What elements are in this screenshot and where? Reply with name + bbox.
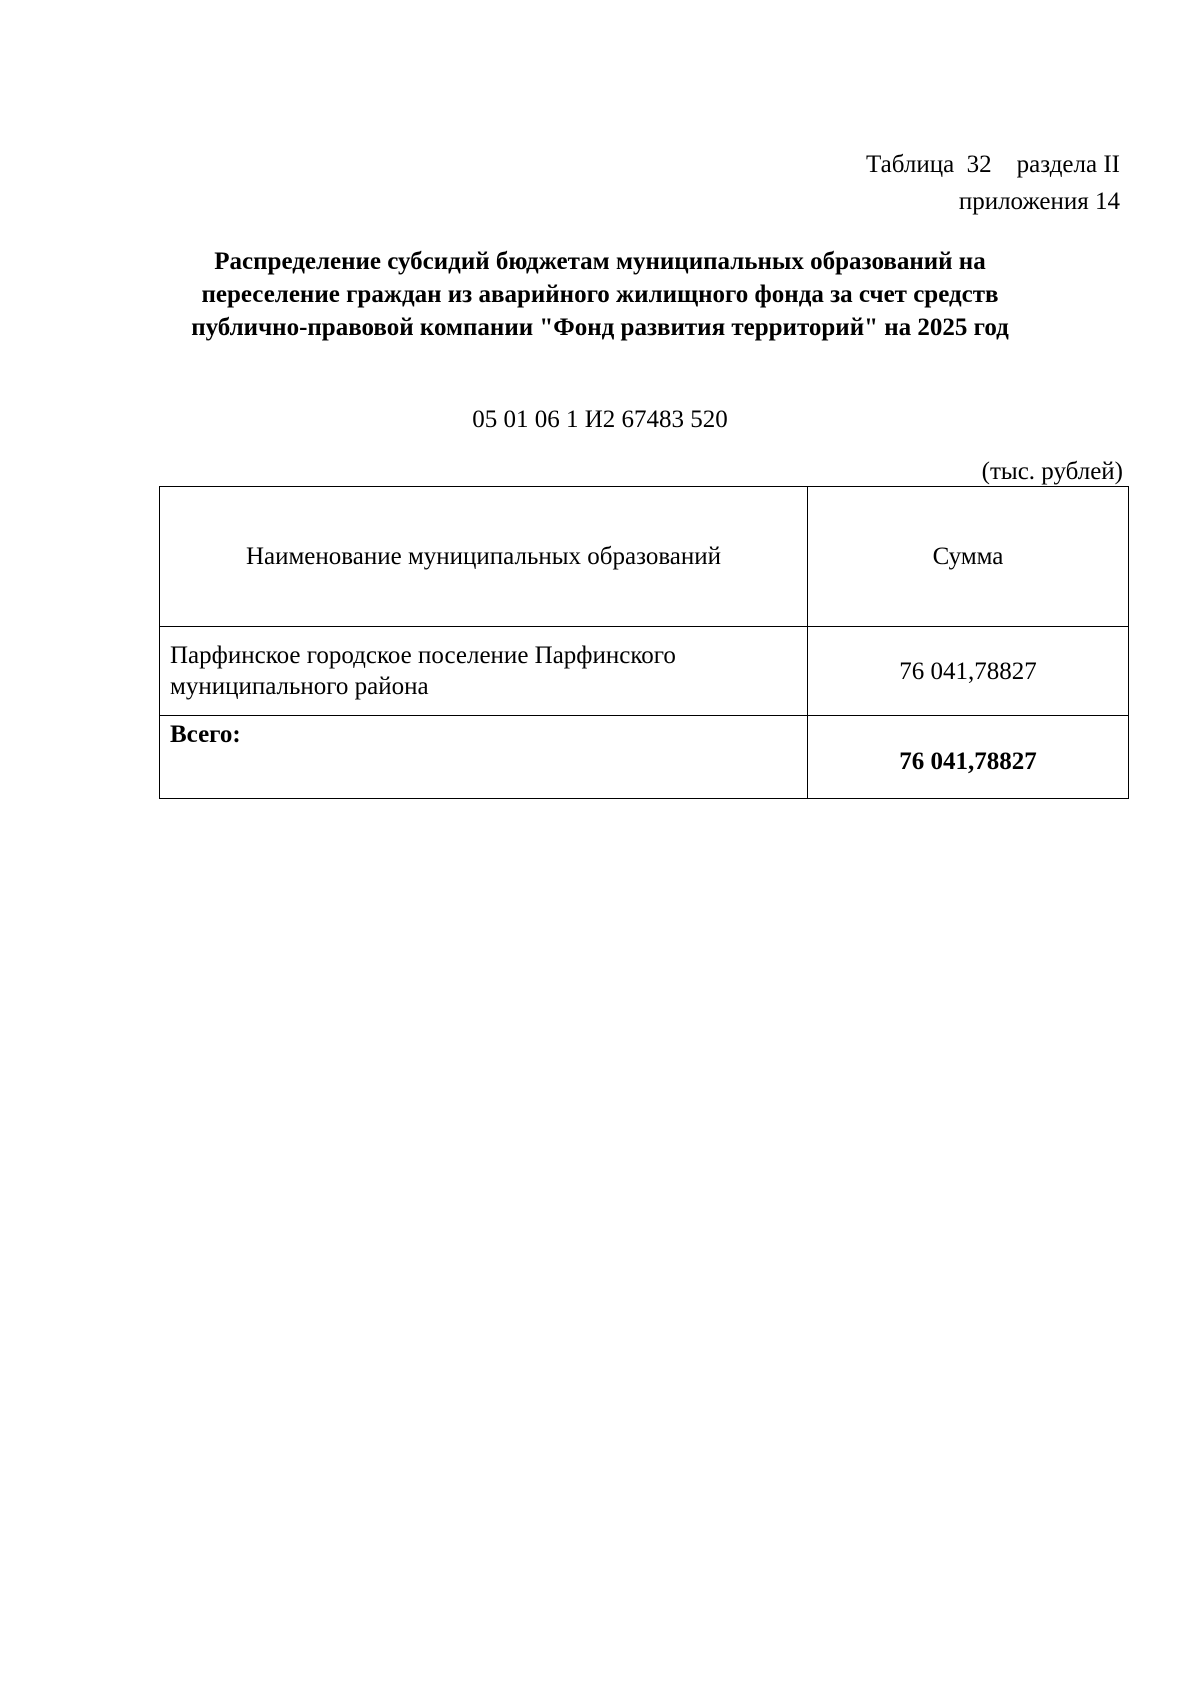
column-header-name: Наименование муниципальных образований	[160, 487, 808, 627]
municipality-name-cell: Парфинское городское поселение Парфинского муниципального района	[160, 627, 808, 716]
document-title-line-2: переселение граждан из аварийного жилищного фонда за счет средств	[201, 281, 999, 308]
table-reference	[866, 146, 1120, 220]
document-title-line-3: публично-правовой компании "Фонд развития территорий" на 2025 год	[191, 314, 1009, 341]
table-reference-line-2: приложения 14	[958, 188, 1120, 215]
total-amount-cell: 76 041,78827	[808, 716, 1129, 799]
document-title-line-1: Распределение субсидий бюджетам муниципальных образований на	[214, 248, 986, 275]
budget-classification-code: 05 01 06 1 И2 67483 520	[472, 406, 728, 433]
document-title	[130, 245, 1070, 344]
column-header-sum: Сумма	[808, 487, 1129, 627]
table-total-row	[160, 716, 1129, 799]
total-label-cell: Всего:	[160, 716, 808, 799]
table-header-row	[160, 487, 1129, 627]
table-row	[160, 627, 1129, 716]
units-label: (тыс. рублей)	[981, 458, 1123, 485]
subsidy-distribution-table	[159, 486, 1129, 799]
amount-cell: 76 041,78827	[808, 627, 1129, 716]
table-reference-line-1: Таблица 32 раздела II	[866, 151, 1120, 178]
